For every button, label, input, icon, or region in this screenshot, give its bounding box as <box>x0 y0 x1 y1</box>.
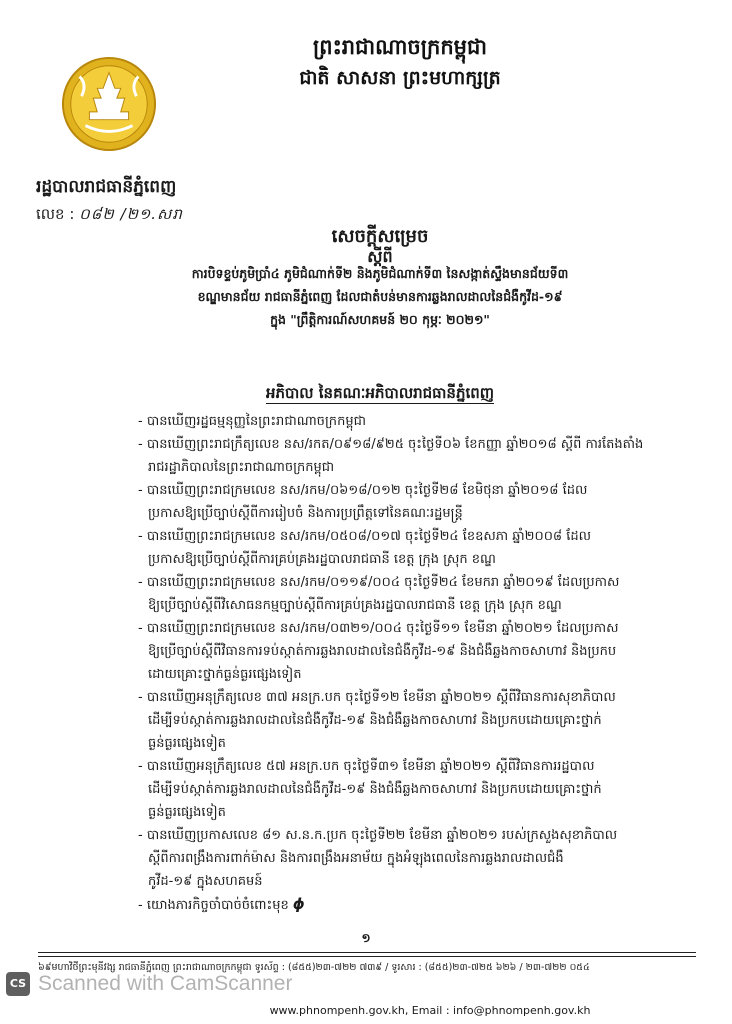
clause-item <box>138 617 698 686</box>
handwritten-initials: ϕ <box>292 895 305 913</box>
kingdom-name: ព្រះរាជាណាចក្រកម្ពុជា <box>312 35 487 59</box>
clause-line: - បានឃើញប្រកាសលេខ ៨១ ស.ន.ក.ប្រក ចុះថ្ងៃទី២២ ខែមីនា ឆ្នាំ២០២១ របស់ក្រសួងសុខាភិបាល <box>138 828 618 843</box>
clause-item <box>138 410 698 433</box>
clause-line: - បានឃើញព្រះរាជក្រមលេខ នស/រកម/០៦១៨/០១២ ចុះថ្ងៃទី២៨ ខែមិថុនា ឆ្នាំ២០១៨ ដែល <box>138 483 588 498</box>
clause-line-continued: ស្តីពីការពង្រឹងការពាក់ម៉ាស និងការពង្រឹងអនាម័យ ក្នុងអំឡុងពេលនៃការឆ្លងរាលដាលជំងឺ <box>148 851 564 866</box>
clause-item <box>138 525 698 571</box>
document-title: សេចក្តីសម្រេច <box>331 226 429 247</box>
clause-item <box>138 686 698 755</box>
clause-item <box>138 755 698 824</box>
clause-line-continued: ដើម្បីទប់ស្កាត់ការឆ្លងរាលដាលនៃជំងឺកូវីដ-១៩ និងជំងឺឆ្លងកាចសាហាវ និងប្រកបដោយគ្រោះថ្នាក់ <box>148 713 602 728</box>
footer-divider-thin <box>38 956 696 957</box>
camscanner-watermark <box>0 972 420 998</box>
governor-heading-text: អភិបាល នៃគណៈអភិបាលរាជធានីភ្នំពេញ <box>265 384 495 402</box>
clause-line-continued: ដើម្បីទប់ស្កាត់ការឆ្លងរាលដាលនៃជំងឺកូវីដ-១៩ និងជំងឺឆ្លងកាចសាហាវ និងប្រកបដោយគ្រោះថ្នាក់ <box>148 782 602 797</box>
clause-line-continued: ឱ្យប្រើច្បាប់ស្តីពីវិធានការទប់ស្កាត់ការឆ្លងរាលដាលនៃជំងឺកូវីដ-១៩ និងជំងឺឆ្លងកាចសាហាវ និងប្រកប <box>148 644 617 659</box>
clause-item <box>138 893 698 917</box>
footer-email-label: , Email : <box>404 1004 454 1017</box>
phnom-penh-emblem-logo <box>60 55 158 153</box>
clause-item <box>138 571 698 617</box>
reference-value: ០៨២ /២១.សរា <box>79 205 183 223</box>
title-subject-line-1: ការបិទខ្ទប់ភូមិប្រាំ៤ ភូមិជំណាក់ទី២ និងភូមិជំណាក់ទី៣ នៃសង្កាត់ស្ទឹងមានជ័យទី៣ <box>191 266 569 281</box>
footer-email-link[interactable]: info@phnompenh.gov.kh <box>453 1004 591 1017</box>
issuer-name: រដ្ឋបាលរាជធានីភ្នំពេញ <box>36 177 177 197</box>
clause-line: - យោងភារកិច្ចចាំបាច់ចំពោះមុខ <box>138 898 289 913</box>
footer-website-link[interactable]: www.phnompenh.gov.kh <box>269 1004 405 1017</box>
footer-divider <box>38 952 696 953</box>
page-number: ១ <box>361 931 371 945</box>
clause-line: - បានឃើញព្រះរាជក្រមលេខ នស/រកម/០៥០៨/០១៧ ចុះថ្ងៃទី២៤ ខែឧសភា ឆ្នាំ២០០៨ ដែល <box>138 529 592 544</box>
clause-line: - បានឃើញព្រះរាជក្រមលេខ នស/រកម/០១១៩/០០៤ ចុះថ្ងៃទី២៤ ខែមករា ឆ្នាំ២០១៩ ដែលប្រកាស <box>138 575 620 590</box>
clause-item <box>138 824 698 893</box>
camscanner-text: Scanned with CamScanner <box>38 972 293 995</box>
clause-line-continued: ឱ្យប្រើច្បាប់ស្តីពីវិសោធនកម្មច្បាប់ស្តីពីការគ្រប់គ្រងរដ្ឋបាលរាជធានី ខេត្ត ក្រុង ស្រុក ខណ្ឌ <box>148 598 562 613</box>
legal-basis-list <box>138 410 698 917</box>
title-about: ស្តីពី <box>367 247 393 266</box>
clause-item <box>138 433 698 479</box>
clause-line-continued: កូវីដ-១៩ ក្នុងសហគមន៍ <box>148 874 263 889</box>
footer-address: ៦៩មហាវិថីព្រះមុនីវង្ស រាជធានីភ្នំពេញ ព្រះរាជាណាចក្រកម្ពុជា ទូរស័ព្ទ : (៨៥៥)២៣-៧២២ ៧៣៩ / ទូរសារ : (៨៥៥)២៣-៧២៥ ៦២៦ / ២៣-៧២២ ០៥៤ <box>38 962 590 973</box>
governor-heading <box>60 384 700 406</box>
clause-line: - បានឃើញអនុក្រឹត្យលេខ ៣៧ អនក្រ.បក ចុះថ្ងៃទី១២ ខែមីនា ឆ្នាំ២០២១ ស្តីពីវិធានការសុខាភិបាល <box>138 690 616 705</box>
clause-line-continued: ប្រកាសឱ្យប្រើច្បាប់ស្តីពីការគ្រប់គ្រងរដ្ឋបាលរាជធានី ខេត្ត ក្រុង ស្រុក ខណ្ឌ <box>148 552 496 567</box>
clause-line-continued: ធ្ងន់ធ្ងរផ្សេងទៀត <box>148 736 226 751</box>
clause-line-continued: រាជរដ្ឋាភិបាលនៃព្រះរាជាណាចក្រកម្ពុជា <box>148 460 335 475</box>
national-motto: ជាតិ សាសនា ព្រះមហាក្សត្រ <box>299 67 501 89</box>
reference-label: លេខ : <box>36 205 80 223</box>
clause-line-continued: ប្រកាសឱ្យប្រើច្បាប់ស្តីពីការរៀបចំ និងការប្រព្រឹត្តទៅនៃគណៈរដ្ឋមន្ត្រី <box>148 506 463 521</box>
clause-line-continued: ដោយគ្រោះថ្នាក់ធ្ងន់ធ្ងរផ្សេងទៀត <box>148 667 302 682</box>
clause-line-continued: ធ្ងន់ធ្ងរផ្សេងទៀត <box>148 805 226 820</box>
title-subject-line-2: ខណ្ឌមានជ័យ រាជធានីភ្នំពេញ ដែលជាតំបន់មានការឆ្លងរាលដាលនៃជំងឺកូវីដ-១៩ <box>197 289 563 304</box>
title-subject-line-3: ក្នុង "ព្រឹត្តិការណ៍សហគមន៍ ២០ កុម្ភៈ ២០២១" <box>270 312 490 327</box>
camscanner-logo-icon: CS <box>6 972 30 996</box>
clause-line: - បានឃើញរដ្ឋធម្មនុញ្ញនៃព្រះរាជាណាចក្រកម្ពុជា <box>138 414 366 429</box>
clause-line: - បានឃើញអនុក្រឹត្យលេខ ៥៧ អនក្រ.បក ចុះថ្ងៃទី៣១ ខែមីនា ឆ្នាំ២០២១ ស្តីពីវិធានការរដ្ឋបាល <box>138 759 595 774</box>
clause-line: - បានឃើញព្រះរាជក្រឹត្យលេខ នស/រកត/០៩១៨/៩២៥ ចុះថ្ងៃទី០៦ ខែកញ្ញា ឆ្នាំ២០១៨ ស្តីពី ការតែងតាំង <box>138 437 644 452</box>
clause-line: - បានឃើញព្រះរាជក្រមលេខ នស/រកម/០៣២១/០០៤ ចុះថ្ងៃទី១១ ខែមីនា ឆ្នាំ២០២១ ដែលប្រកាស <box>138 621 619 636</box>
clause-line-with-initials <box>138 893 698 917</box>
footer-contact <box>150 1004 710 1017</box>
clause-item <box>138 479 698 525</box>
